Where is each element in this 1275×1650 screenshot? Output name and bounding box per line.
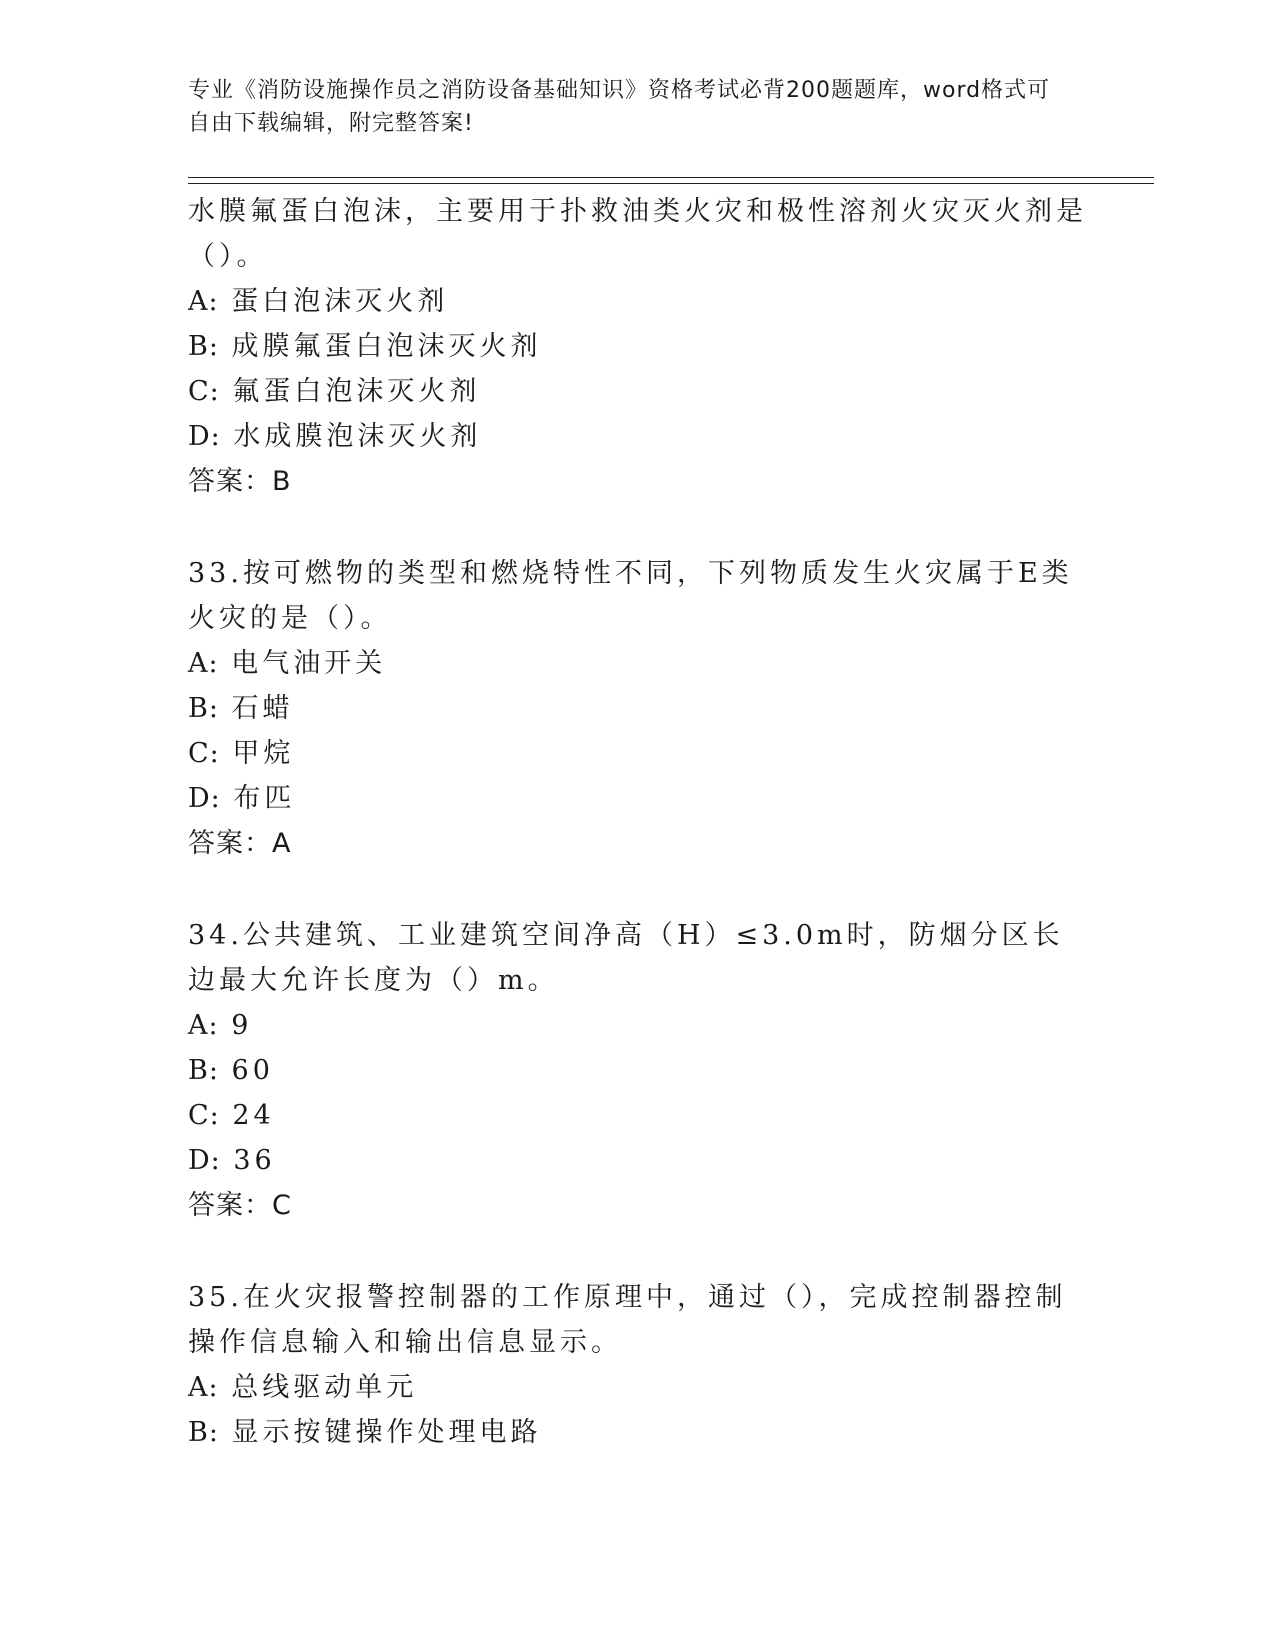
option-d: D: 36 [188, 1145, 276, 1176]
question-item [188, 551, 1088, 866]
answer-line: 答案：A [188, 828, 292, 859]
question-item [188, 913, 1088, 1228]
question-stem: 水膜氟蛋白泡沫，主要用于扑救油类火灾和极性溶剂火灾灭火剂是（）。 [188, 196, 1087, 272]
option-a: A: 总线驱动单元 [188, 1372, 418, 1403]
question-stem: 34.公共建筑、工业建筑空间净高（H）≤3.0m时，防烟分区长边最大允许长度为（）m。 [188, 920, 1064, 996]
option-a: A: 电气油开关 [188, 648, 387, 679]
header-rule-bottom [188, 183, 1154, 184]
header-rule-top [188, 177, 1154, 178]
question-item [188, 1275, 1088, 1455]
option-b: B: 显示按键操作处理电路 [188, 1417, 542, 1448]
option-c: C: 氟蛋白泡沫灭火剂 [188, 376, 481, 407]
option-d: D: 布匹 [188, 783, 296, 814]
question-item [188, 189, 1088, 504]
question-stem: 35.在火灾报警控制器的工作原理中，通过（），完成控制器控制操作信息输入和输出信息显示。 [188, 1282, 1067, 1358]
option-d: D: 水成膜泡沫灭火剂 [188, 421, 482, 452]
option-a: A: 蛋白泡沫灭火剂 [188, 286, 449, 317]
option-b: B: 成膜氟蛋白泡沫灭火剂 [188, 331, 542, 362]
option-b: B: 石蜡 [188, 693, 294, 724]
option-a: A: 9 [188, 1010, 253, 1041]
option-c: C: 甲烷 [188, 738, 295, 769]
option-c: C: 24 [188, 1100, 275, 1131]
option-b: B: 60 [188, 1055, 274, 1086]
question-list [188, 189, 1088, 1502]
answer-line: 答案：B [188, 466, 292, 497]
question-stem: 33.按可燃物的类型和燃烧特性不同，下列物质发生火灾属于E类火灾的是（）。 [188, 558, 1073, 634]
document-header: 专业《消防设施操作员之消防设备基础知识》资格考试必背200题题库，word格式可自由下载编辑，附完整答案! [188, 78, 1051, 136]
answer-line: 答案：C [188, 1190, 292, 1221]
